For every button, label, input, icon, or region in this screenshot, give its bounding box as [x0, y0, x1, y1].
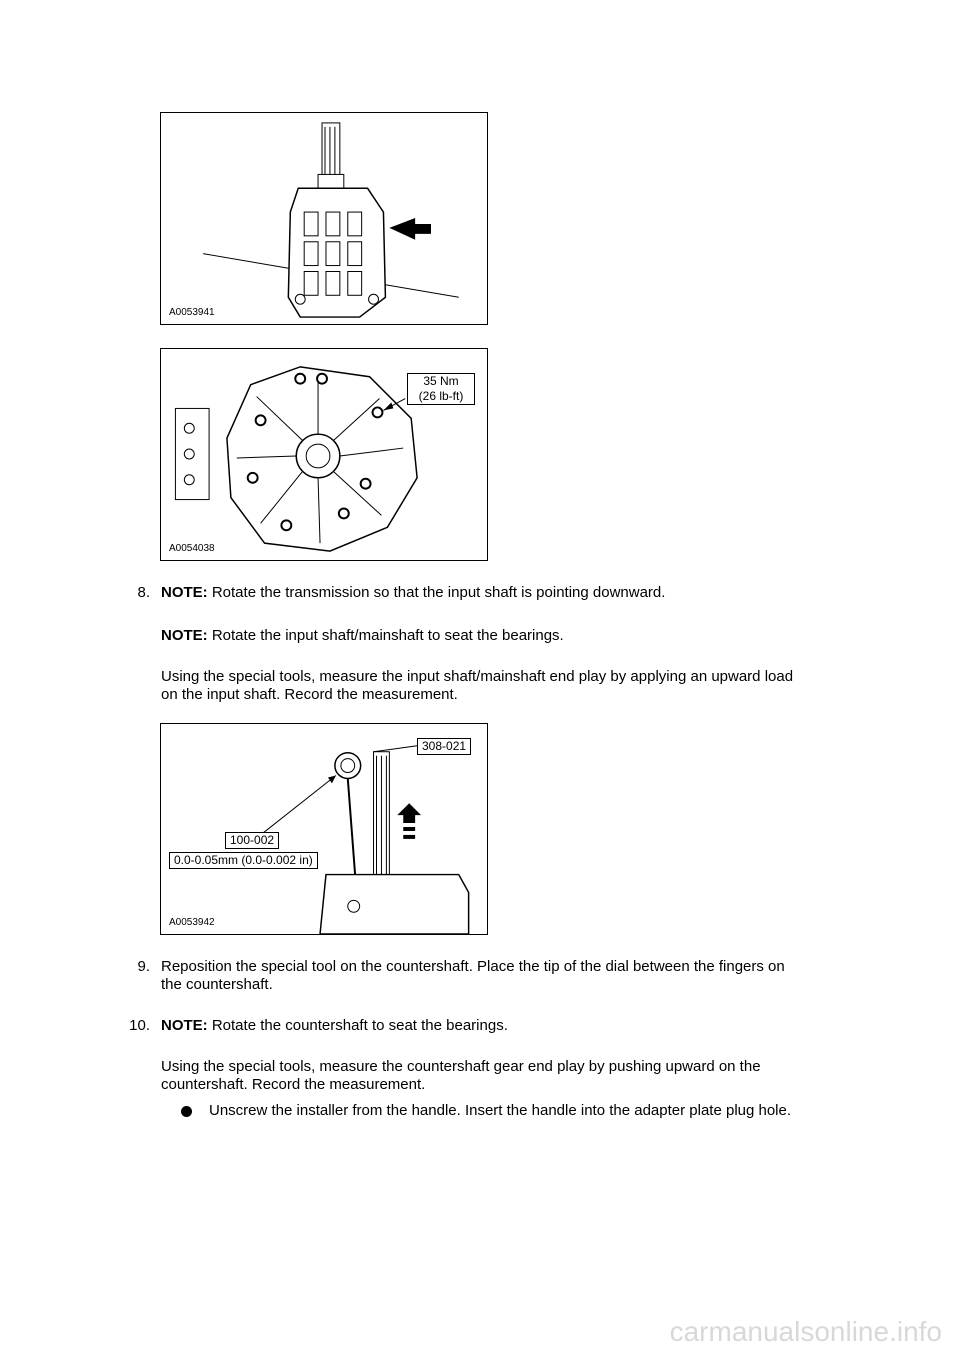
tool-callout-308-021: 308-021: [417, 738, 471, 755]
torque-nm: 35 Nm: [423, 374, 459, 388]
step-number: 9.: [137, 958, 150, 975]
torque-callout: [407, 373, 475, 405]
step-8-note-1: NOTE: Rotate the transmission so that the input shaft is pointing downward.: [161, 584, 666, 601]
step-10-body: Using the special tools, measure the countershaft gear end play by pushing upward on the countershaft. Record the measurement.: [161, 1058, 761, 1093]
torque-lbft: (26 lb-ft): [418, 389, 464, 403]
end-play-spec-callout: 0.0-0.05mm (0.0-0.002 in): [169, 852, 318, 869]
step-10-note: NOTE: Rotate the countershaft to seat the bearings.: [161, 1017, 508, 1034]
figure-id: A0054038: [169, 543, 215, 554]
step-10-bullet-text: Unscrew the installer from the handle. Insert the handle into the adapter plate plug hole.: [209, 1102, 792, 1119]
step-number: 8.: [137, 584, 150, 601]
step-8-note-2: NOTE: Rotate the input shaft/mainshaft to seat the bearings.: [161, 627, 564, 644]
step-number: 10.: [129, 1017, 150, 1034]
figure-case-bolts: [160, 348, 488, 561]
tool-callout-100-002: 100-002: [225, 832, 279, 849]
bullet-icon: [181, 1106, 192, 1117]
figure-transmission-case: [160, 112, 488, 325]
step-8-body: Using the special tools, measure the input shaft/mainshaft end play by applying an upward load on the input shaft. Record the measurement.: [161, 668, 794, 703]
figure-id: A0053941: [169, 307, 215, 318]
figure-end-play-measurement: [160, 723, 488, 935]
figure-id: A0053942: [169, 917, 215, 928]
watermark: carmanualsonline.info: [669, 1316, 942, 1347]
dial-indicator-illustration: [161, 724, 487, 934]
step-9-body: Reposition the special tool on the countershaft. Place the tip of the dial between the fingers on the countershaft.: [161, 958, 785, 993]
transmission-illustration: [161, 113, 487, 324]
